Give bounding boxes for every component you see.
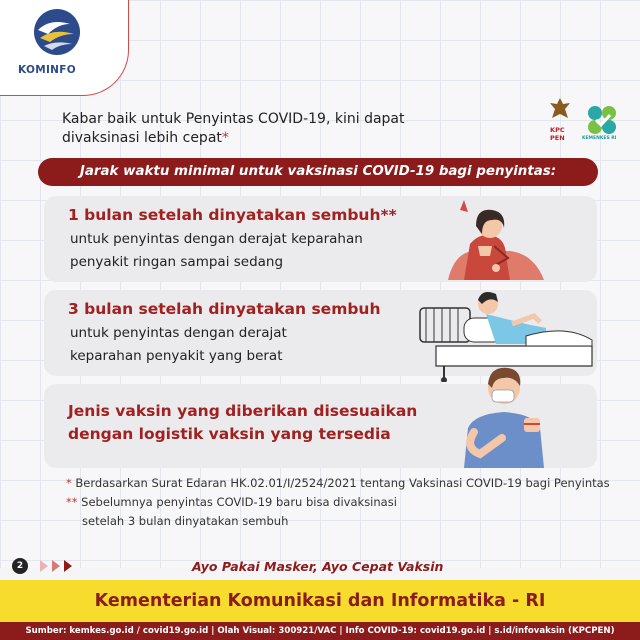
kpcpen-logo [550, 126, 565, 142]
kemkes-icon [586, 104, 618, 136]
footnote-2-text: Sebelumnya penyintas COVID-19 baru bisa divaksinasi [81, 495, 397, 509]
card-1-title: 1 bulan setelah dinyatakan sembuh** [68, 206, 397, 224]
footnote-1-mark: * [66, 476, 72, 490]
info-card-1 [44, 196, 597, 282]
info-card-3 [44, 384, 597, 468]
garuda-icon [548, 96, 572, 126]
footnote-2-mark: ** [66, 495, 78, 509]
kemkes-label: KEMENKES RI [582, 136, 617, 141]
vaccinated-man-illustration [454, 358, 554, 468]
card-2-desc-line1: untuk penyintas dengan derajat [70, 325, 287, 341]
card-3-title-line2: dengan logistik vaksin yang tersedia [68, 425, 391, 443]
card-2-desc [70, 322, 287, 368]
logo-text: KOMINFO [18, 64, 76, 76]
kpcpen-line1: KPC [550, 126, 565, 134]
source-text: Sumber: kemkes.go.id / covid19.go.id | Olah Visual: 300921/VAC | Info COVID-19: covid19.go.id | s.id/infovaksin (KPCPEN) [25, 626, 615, 636]
triple-arrow-icon [38, 557, 78, 575]
kpcpen-line2: PEN [550, 134, 565, 142]
card-1-desc [70, 228, 363, 274]
kominfo-emblem-icon [0, 0, 128, 70]
card-1-desc-line2: penyakit ringan sampai sedang [70, 254, 284, 270]
banner: Jarak waktu minimal untuk vaksinasi COVID-19 bagi penyintas: [38, 158, 598, 186]
sick-woman-illustration [434, 196, 554, 282]
card-2-title: 3 bulan setelah dinyatakan sembuh [68, 300, 381, 318]
page-number: 2 [12, 558, 28, 574]
footnote-1-text: Berdasarkan Surat Edaran HK.02.01/I/2524/2021 tentang Vaksinasi COVID-19 bagi Penyintas [75, 476, 610, 490]
card-1-desc-line1: untuk penyintas dengan derajat keparahan [70, 231, 363, 247]
headline [62, 110, 462, 148]
ministry-bar [0, 580, 640, 622]
source-bar [0, 622, 640, 640]
card-3-title [68, 400, 417, 446]
footnote-2-continued: setelah 3 bulan dinyatakan sembuh [82, 514, 289, 528]
headline-text: Kabar baik untuk Penyintas COVID-19, kini dapat divaksinasi lebih cepat [62, 111, 405, 146]
kominfo-logo [0, 0, 129, 96]
headline-asterisk: * [221, 130, 229, 146]
card-3-title-line1: Jenis vaksin yang diberikan disesuaikan [68, 402, 418, 420]
partner-logos [548, 96, 624, 148]
footnotes [66, 474, 610, 531]
footnote-1 [66, 474, 610, 493]
slogan: Ayo Pakai Masker, Ayo Cepat Vaksin [192, 559, 444, 574]
ministry-name: Kementerian Komunikasi dan Informatika - RI [94, 591, 546, 611]
footnote-2 [66, 493, 610, 512]
card-2-desc-line2: keparahan penyakit yang berat [70, 348, 283, 364]
